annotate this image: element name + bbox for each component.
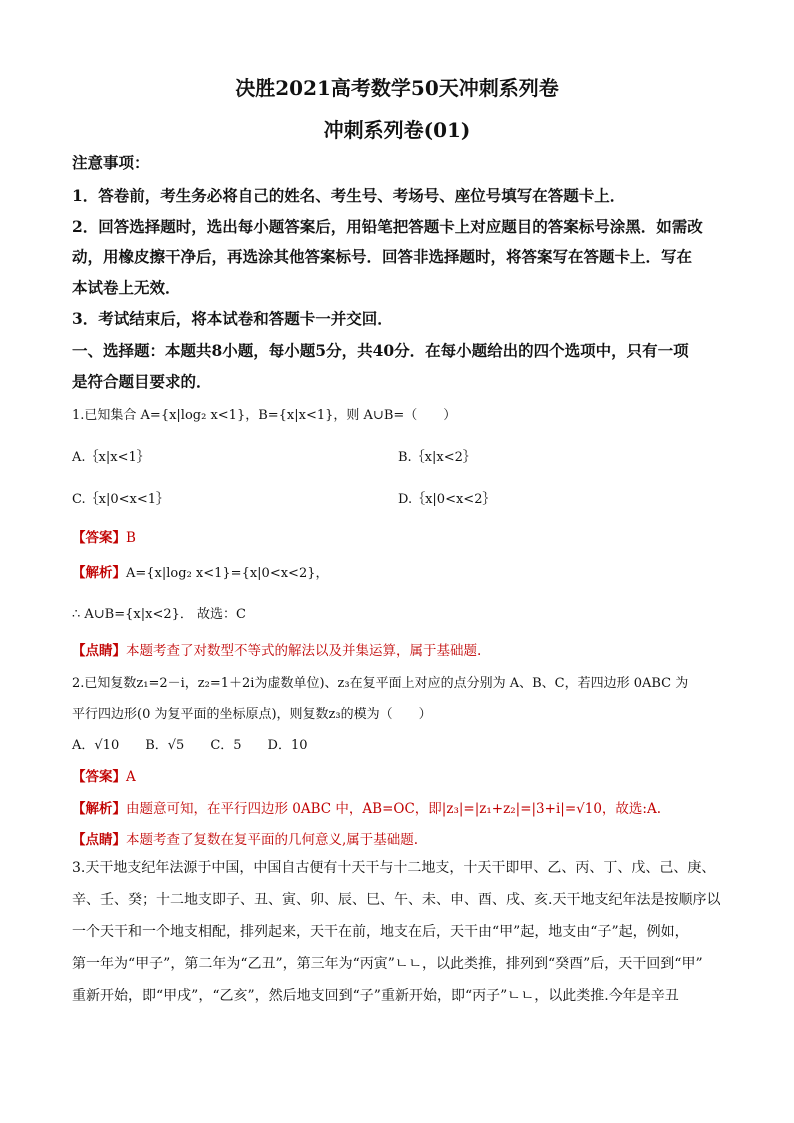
notice-item-1: 1．答卷前，考生务必将自己的姓名、考生号、考场号、座位号填写在答题卡上． [72, 186, 626, 205]
q1-comment: 本题考查了对数型不等式的解法以及并集运算，属于基础题. [126, 643, 482, 659]
q1-analysis-row [72, 561, 732, 581]
q2-stem-line-2: 平行四边形(0 为复平面的坐标原点)，则复数z₃的模为（ ） [72, 707, 432, 722]
section-heading-line-1: 一、选择题：本题共8小题，每小题5分，共40分．在每小题给出的四个选项中，只有一项 [72, 341, 689, 360]
q2-options: A．√10 B．√5 C．5 D．10 [72, 738, 308, 753]
q2-analysis: 由题意可知，在平行四边形 0ABC 中，AB=OC，即|z₃|=|z₁+z₂|=|3+i|=√10，故选:A. [126, 801, 661, 817]
q1-answer: B [126, 530, 136, 546]
q3-line-3: 一个天干和一个地支相配，排列起来，天干在前，地支在后，天干由“甲”起，地支由“子”起，例如， [72, 924, 689, 940]
q3-line-2: 辛、壬、癸；十二地支即子、丑、寅、卯、辰、巳、午、未、申、酉、戌、亥.天干地支纪年法是按顺序以 [72, 892, 721, 908]
q1-option-b: B.｛x|x<2｝ [398, 450, 476, 465]
q2-answer: A [126, 769, 136, 785]
q1-answer-row [72, 526, 732, 546]
q1-analysis-tag: 【解析】 [72, 565, 126, 581]
page-title: 决胜2021高考数学50天冲刺系列卷 [235, 76, 559, 100]
q3-line-5: 重新开始，即“甲戌”，“乙亥”，然后地支回到“子”重新开始，即“丙子”ㄴㄴ，以此类推.今年是辛丑 [72, 988, 679, 1004]
q1-option-d: D.｛x|0<x<2｝ [398, 492, 496, 507]
q2-answer-tag: 【答案】 [72, 769, 126, 785]
notice-item-2-line-1: 2．回答选择题时，选出每小题答案后，用铅笔把答题卡上对应题目的答案标号涂黑．如需改 [72, 217, 703, 236]
q2-comment: 本题考查了复数在复平面的几何意义,属于基础题. [126, 832, 419, 848]
notice-item-2-line-3: 本试卷上无效． [72, 278, 181, 297]
q2-comment-tag: 【点睛】 [72, 832, 126, 848]
q2-analysis-tag: 【解析】 [72, 801, 126, 817]
q1-stem: 1.已知集合 A={x|log₂ x<1}，B={x|x<1}，则 A∪B=（ ） [72, 408, 457, 423]
q2-answer-row [72, 765, 732, 785]
q3-line-1: 3.天干地支纪年法源于中国，中国自古便有十天干与十二地支，十天干即甲、乙、丙、丁、戊、己、庚、 [72, 860, 716, 876]
notice-item-2-line-2: 动，用橡皮擦干净后，再选涂其他答案标号．回答非选择题时，将答案写在答题卡上．写在 [72, 247, 693, 266]
q1-option-c: C.｛x|0<x<1｝ [72, 492, 169, 507]
q1-comment-tag: 【点睛】 [72, 643, 126, 659]
q1-comment-row [72, 639, 732, 659]
page-subtitle: 冲刺系列卷(01) [323, 118, 471, 142]
q1-conclusion: ∴ A∪B={x|x<2}． 故选：C [72, 607, 246, 622]
q2-analysis-row [72, 797, 732, 817]
q2-comment-row [72, 828, 732, 848]
q1-answer-tag: 【答案】 [72, 530, 126, 546]
q3-line-4: 第一年为“甲子”，第二年为“乙丑”，第三年为“丙寅”ㄴㄴ，以此类推，排列到“癸酉”后，天干回到“甲” [72, 956, 703, 972]
notice-heading: 注意事项： [72, 153, 150, 172]
notice-item-3: 3．考试结束后，将本试卷和答题卡一并交回． [72, 309, 393, 328]
q3-paragraph [72, 852, 732, 1012]
section-heading-line-2: 是符合题目要求的． [72, 372, 212, 391]
q1-analysis: A={x|log₂ x<1}={x|0<x<2}， [126, 566, 329, 581]
q1-option-a: A.｛x|x<1｝ [72, 450, 150, 465]
q2-stem-line-1: 2.已知复数z₁=2－i，z₂=1＋2i为虚数单位)、z₃在复平面上对应的点分别为 A、B、C，若四边形 0ABC 为 [72, 676, 689, 691]
